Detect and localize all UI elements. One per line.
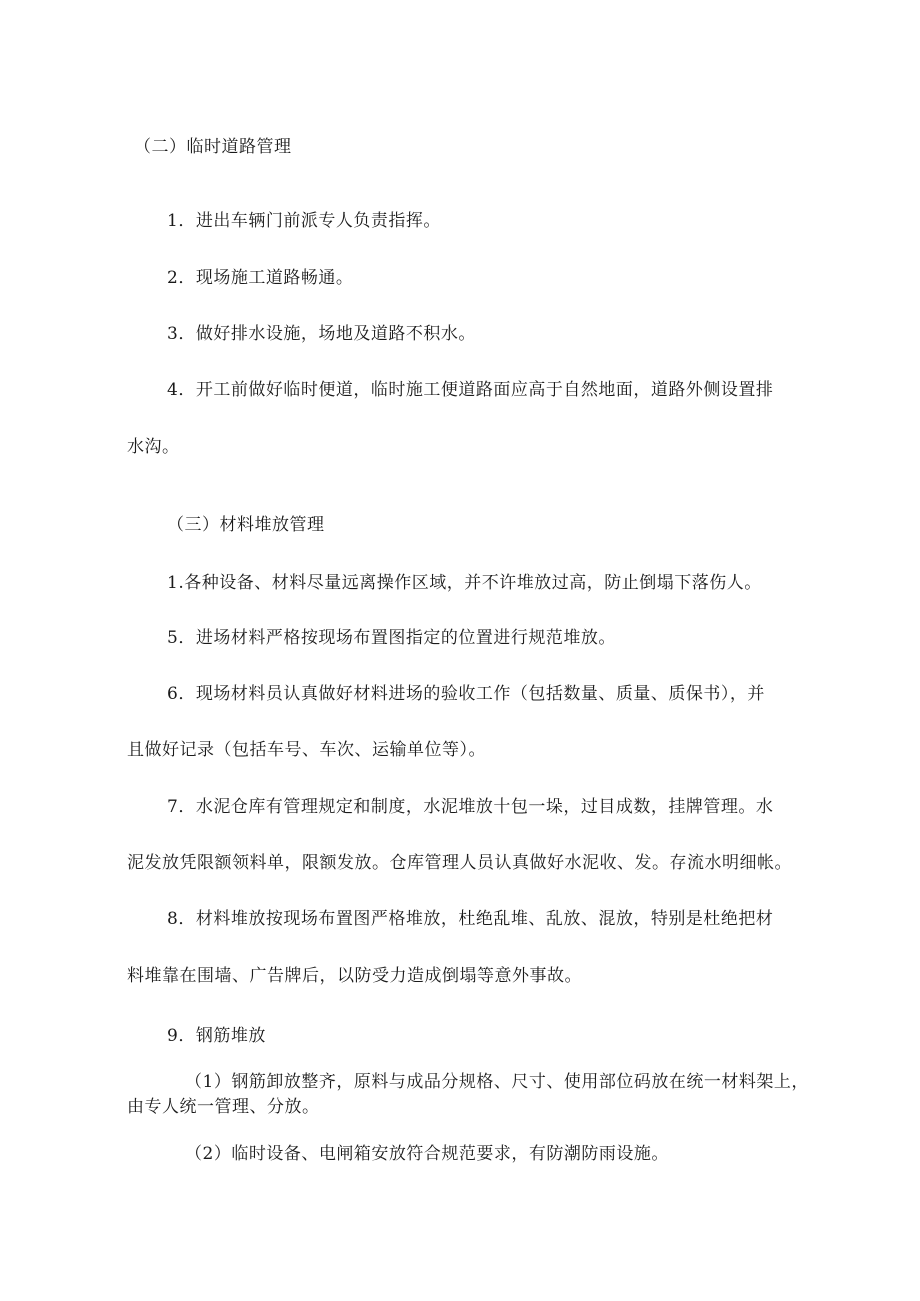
list-item: 4．开工前做好临时便道，临时施工便道路面应高于自然地面，道路外侧设置排 — [167, 380, 774, 400]
list-item: 6．现场材料员认真做好材料进场的验收工作（包括数量、质量、质保书），并 — [167, 684, 765, 704]
list-item: 3．做好排水设施，场地及道路不积水。 — [167, 324, 476, 344]
sub-item-continuation: 由专人统一管理、分放。 — [127, 1097, 320, 1117]
list-item: 5．进场材料严格按现场布置图指定的位置进行规范堆放。 — [167, 628, 616, 648]
list-item: 1．进出车辆门前派专人负责指挥。 — [167, 211, 441, 231]
list-item-continuation: 且做好记录（包括车号、车次、运输单位等）。 — [127, 740, 486, 760]
sub-item: （2）临时设备、电闸箱安放符合规范要求，有防潮防雨设施。 — [185, 1144, 669, 1164]
list-item: 9．钢筋堆放 — [167, 1026, 266, 1046]
list-item: 1.各种设备、材料尽量远离操作区域，并不许堆放过高，防止倒塌下落伤人。 — [167, 573, 762, 593]
section-heading-temporary-roads: （二）临时道路管理 — [134, 137, 292, 157]
list-item-continuation: 泥发放凭限额领料单，限额发放。仓库管理人员认真做好水泥收、发。存流水明细帐。 — [127, 853, 792, 873]
list-item-continuation: 水沟。 — [127, 437, 180, 457]
list-item: 2．现场施工道路畅通。 — [167, 268, 354, 288]
list-item: 7．水泥仓库有管理规定和制度，水泥堆放十包一垛，过目成数，挂牌管理。水 — [167, 797, 774, 817]
sub-item: （1）钢筋卸放整齐，原料与成品分规格、尺寸、使用部位码放在统一材料架上， — [185, 1072, 809, 1092]
list-item-continuation: 料堆靠在围墙、广告牌后，以防受力造成倒塌等意外事故。 — [127, 966, 582, 986]
list-item: 8．材料堆放按现场布置图严格堆放，杜绝乱堆、乱放、混放，特别是杜绝把材 — [167, 909, 774, 929]
section-heading-material-storage: （三）材料堆放管理 — [167, 515, 325, 535]
